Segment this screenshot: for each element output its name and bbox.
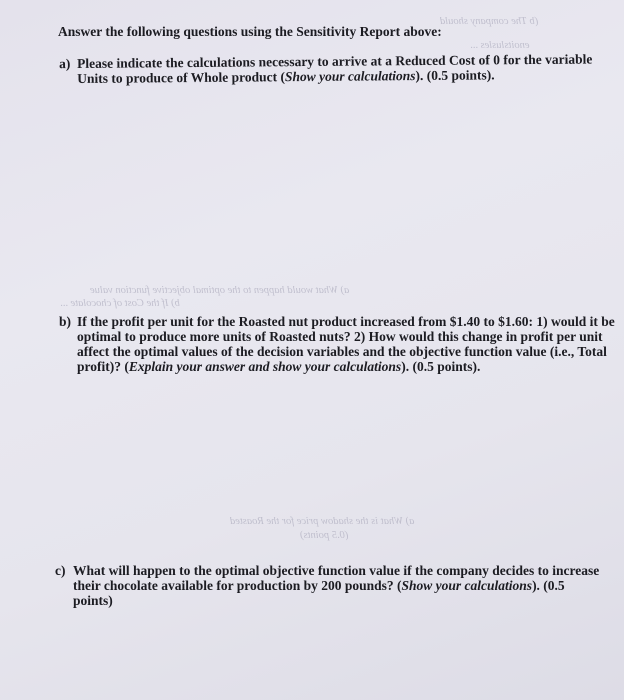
question-b-points: ). (0.5 points). (401, 359, 481, 374)
question-c (55, 563, 600, 608)
question-a-text: Units to produce of Whole product ( (77, 69, 286, 86)
question-b-emphasis: Explain your answer and show your calculations (128, 359, 402, 374)
question-c-line2 (73, 578, 573, 593)
question-a-emphasis: Show your calculations (284, 68, 416, 85)
question-a (59, 51, 593, 86)
question-a-line1: Please indicate the calculations necessary to arrive at a Reduced Cost of 0 for the variable (77, 51, 593, 71)
question-c-points: ). (0.5 (532, 578, 565, 593)
question-b-line3: affect the optimal values of the decision variables and the objective function value (i.e., Total (77, 344, 607, 359)
show-through-text: b) If the Cost of chocolate ... (60, 298, 180, 309)
show-through-text: (b The company should (440, 16, 539, 27)
question-b-line1: If the profit per unit for the Roasted nut product increased from $1.40 to $1.60: 1) would it be (77, 314, 615, 329)
question-a-line2 (77, 67, 557, 86)
question-b-line4 (77, 359, 597, 374)
question-c-emphasis: Show your calculations (401, 578, 533, 593)
question-c-line3: points) (73, 593, 113, 608)
question-c-line1: What will happen to the optimal objective function value if the company decides to increase (73, 563, 600, 578)
show-through-text: (0.5 points) (300, 530, 349, 541)
show-through-text: a) What is the shadow price for the Roasted (230, 516, 415, 527)
question-c-label: c) (55, 563, 66, 578)
question-a-points: ). (0.5 points). (415, 67, 495, 84)
show-through-text: enoitslusles ... (470, 40, 530, 51)
show-through-text: a) What would happen to the optimal objective function value (90, 285, 350, 296)
question-b-line2: optimal to produce more units of Roasted nuts? 2) How would this change in profit per unit (77, 329, 603, 344)
question-b (59, 314, 615, 374)
question-c-text: their chocolate available for production by 200 pounds? ( (73, 578, 402, 593)
question-b-text: profit)? ( (77, 359, 129, 374)
question-b-label: b) (59, 314, 72, 329)
instructions-heading: Answer the following questions using the Sensitivity Report above: (58, 24, 442, 39)
question-a-label: a) (59, 56, 71, 72)
